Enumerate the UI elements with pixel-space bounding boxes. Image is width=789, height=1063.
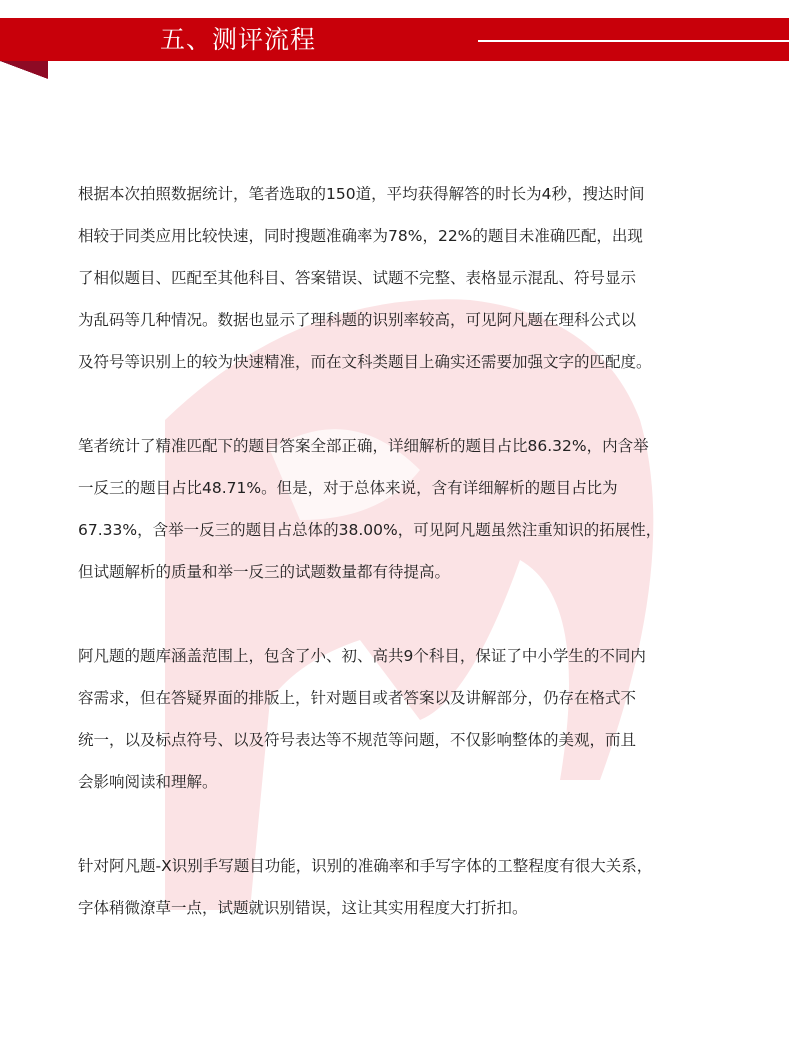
text-line: 会影响阅读和理解。 — [78, 773, 218, 791]
text-line: 统一，以及标点符号、以及符号表达等不规范等问题，不仅影响整体的美观，而且 — [78, 731, 637, 749]
text-line: 字体稍微潦草一点，试题就识别错误，这让其实用程度大打折扣。 — [78, 899, 528, 917]
body-text — [78, 176, 738, 974]
text-line: 容需求，但在答疑界面的排版上，针对题目或者答案以及讲解部分，仍存在格式不 — [78, 689, 637, 707]
text-line: 相较于同类应用比较快速，同时搜题准确率为78%，22%的题目未准确匹配，出现 — [78, 227, 643, 245]
text-line: 67.33%，含举一反三的题目占总体的38.00%，可见阿凡题虽然注重知识的拓展性， — [78, 521, 662, 539]
text-line: 了相似题目、匹配至其他科目、答案错误、试题不完整、表格显示混乱、符号显示 — [78, 269, 637, 287]
header-rule — [478, 40, 789, 42]
paragraph — [78, 848, 738, 932]
text-line: 阿凡题的题库涵盖范围上，包含了小、初、高共9个科目，保证了中小学生的不同内 — [78, 647, 646, 665]
paragraph — [78, 176, 738, 386]
text-line: 根据本次拍照数据统计，笔者选取的150道，平均获得解答的时长为4秒，搜达时间 — [78, 185, 645, 203]
text-line: 针对阿凡题-X识别手写题目功能，识别的准确率和手写字体的工整程度有很大关系， — [78, 857, 653, 875]
text-line: 但试题解析的质量和举一反三的试题数量都有待提高。 — [78, 563, 451, 581]
section-title: 五、测评流程 — [160, 25, 317, 54]
banner-fold — [0, 61, 48, 79]
text-line: 笔者统计了精准匹配下的题目答案全部正确，详细解析的题目占比86.32%，内含举 — [78, 437, 649, 455]
text-line: 及符号等识别上的较为快速精准，而在文科类题目上确实还需要加强文字的匹配度。 — [78, 353, 652, 371]
paragraph — [78, 428, 738, 596]
text-line: 一反三的题目占比48.71%。但是，对于总体来说，含有详细解析的题目占比为 — [78, 479, 618, 497]
paragraph — [78, 638, 738, 806]
text-line: 为乱码等几种情况。数据也显示了理科题的识别率较高，可见阿凡题在理科公式以 — [78, 311, 637, 329]
